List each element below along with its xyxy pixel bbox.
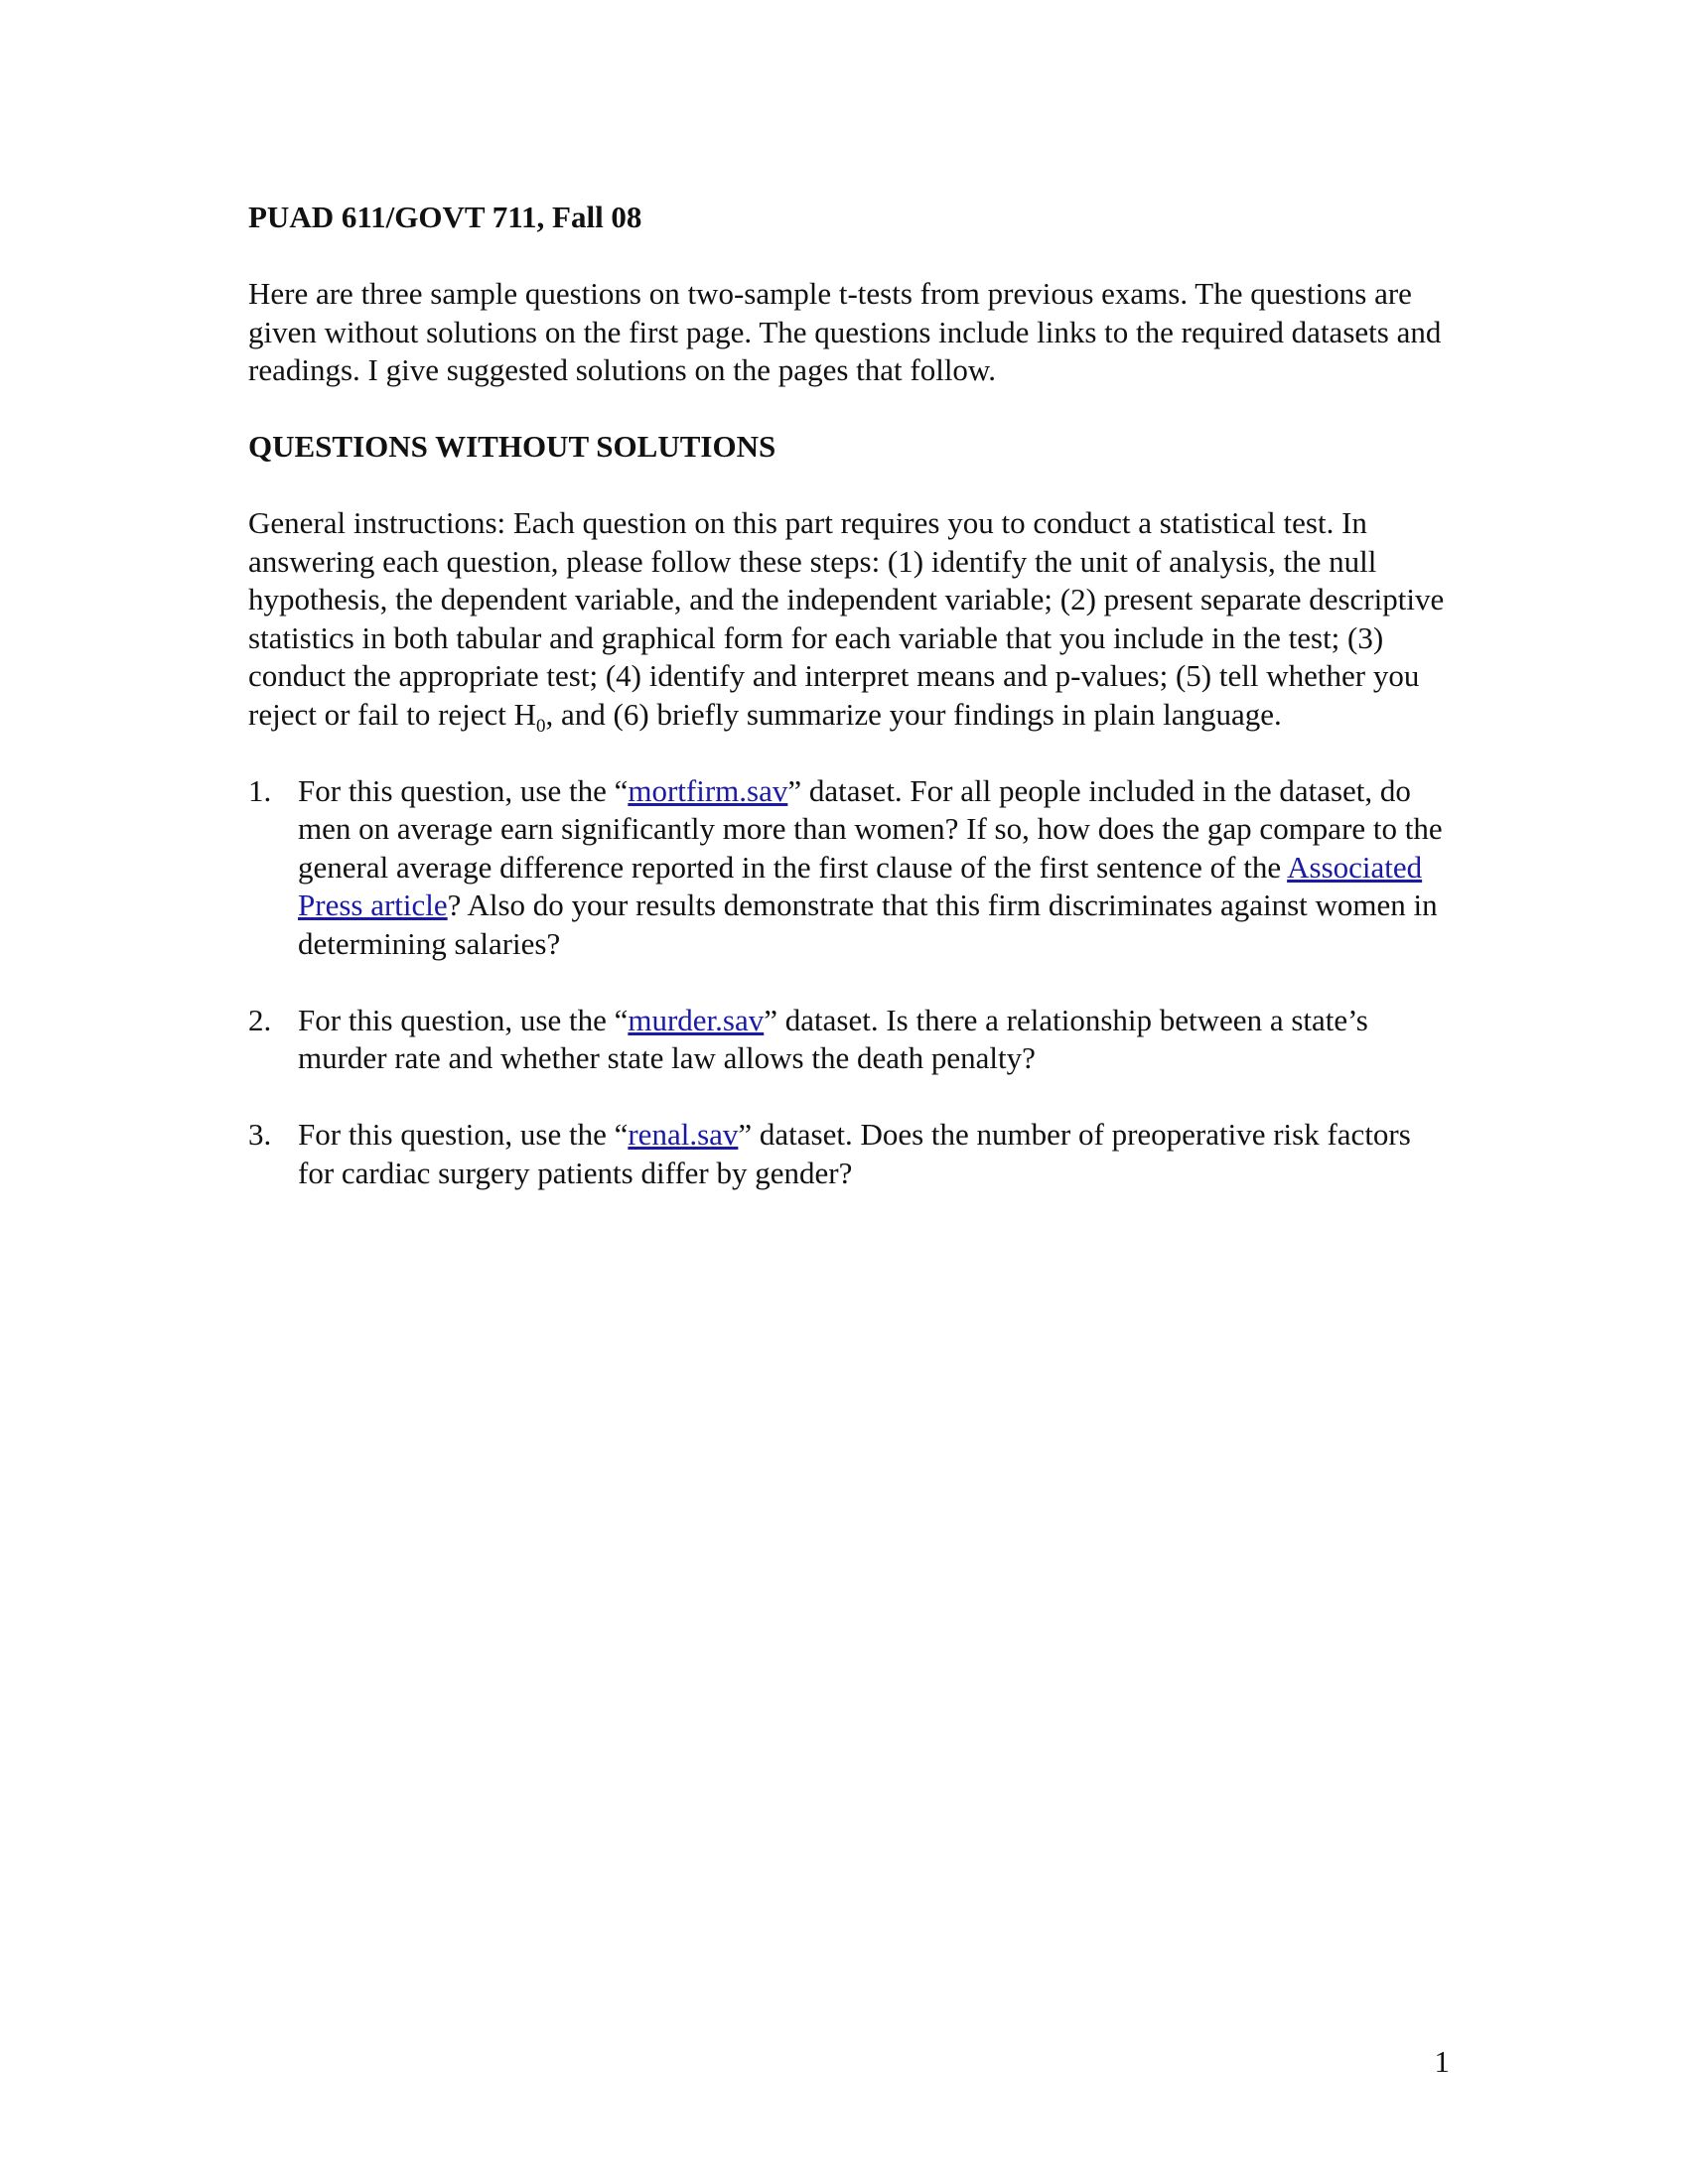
question-text: ” dataset. Is there a relationship between a state’s murder rate and whether state law allows the death penalty? bbox=[298, 1002, 1368, 1075]
question-number: 3. bbox=[248, 1117, 272, 1152]
intro-paragraph: Here are three sample questions on two-sample t-tests from previous exams. The questions are given without solutions on the first page. The questions include links to the required datasets and readings. I give suggested solutions on the pages that follow. bbox=[248, 276, 1442, 387]
question-text: For this question, use the “ bbox=[298, 772, 629, 808]
spacer bbox=[248, 237, 1450, 276]
section-heading: QUESTIONS WITHOUT SOLUTIONS bbox=[248, 429, 776, 464]
spacer bbox=[248, 734, 1450, 772]
spacer bbox=[248, 963, 1450, 1002]
h0-subscript: 0 bbox=[536, 715, 546, 737]
question-number: 2. bbox=[248, 1002, 272, 1037]
question-number: 1. bbox=[248, 772, 272, 808]
question-text: For this question, use the “ bbox=[298, 1002, 629, 1037]
question-item-2 bbox=[248, 1002, 1450, 1078]
renal-dataset-link[interactable]: renal.sav bbox=[628, 1117, 739, 1152]
spacer bbox=[248, 467, 1450, 505]
murder-dataset-link[interactable]: murder.sav bbox=[628, 1002, 765, 1037]
instructions-text-end: , and (6) briefly summarize your findings in plain language. bbox=[545, 696, 1282, 732]
question-text: ” dataset. Does the number of preoperative risk factors for cardiac surgery patients differ by gender? bbox=[298, 1117, 1411, 1190]
question-text: ? Also do your results demonstrate that this firm discriminates against women in determining salaries? bbox=[298, 887, 1438, 961]
page-content bbox=[248, 199, 1450, 1192]
associated-press-article-link[interactable]: Associated Press article bbox=[298, 849, 1423, 922]
instructions-paragraph bbox=[248, 504, 1450, 737]
instructions-text: General instructions: Each question on this part requires you to conduct a statistical test. In answering each question, please follow these steps: (1) identify the unit of analysis, the null hypothesis, the dependent variable, and the independent variable; (2) present separate descriptive statistics in both tabular and graphical form for each variable that you include in the test; (3) conduct the appropriate test; (4) identify and interpret means and p-values; (5) tell whether you reject or fail to reject H bbox=[248, 505, 1445, 732]
question-item-3 bbox=[248, 1116, 1450, 1192]
spacer bbox=[248, 390, 1450, 429]
spacer bbox=[248, 1078, 1450, 1117]
question-text: ” dataset. For all people included in the dataset, do men on average earn significantly more than women? If so, how does the gap compare to the general average difference reported in the first clause of the first sentence of the bbox=[298, 772, 1443, 885]
question-item-1 bbox=[248, 772, 1450, 964]
question-text: For this question, use the “ bbox=[298, 1117, 629, 1152]
question-list bbox=[248, 772, 1450, 1193]
mortfirm-dataset-link[interactable]: mortfirm.sav bbox=[628, 772, 788, 808]
course-title: PUAD 611/GOVT 711, Fall 08 bbox=[248, 200, 642, 234]
page-number: 1 bbox=[1434, 2044, 1450, 2079]
